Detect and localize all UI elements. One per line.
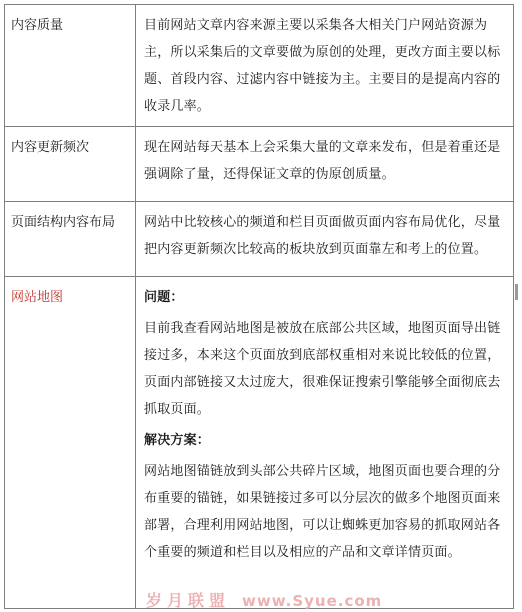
row-content: 现在网站每天基本上会采集大量的文章来发布，但是着重还是强调除了量，还得保证文章的伪原创质量。 <box>136 127 514 202</box>
row-label: 内容更新频次 <box>5 127 136 202</box>
row-label-sitemap: 网站地图 <box>5 277 136 609</box>
page-edge-marker <box>515 284 518 300</box>
sitemap-content <box>136 277 514 609</box>
table-row <box>5 277 514 609</box>
watermark-text: 岁月联盟 <box>146 591 231 610</box>
solution-text: 网站地图锚链放到头部公共碎片区域，地图页面也要合理的分布重要的锚链，如果链接过多可以分层次的做多个地图页面来部署，合理利用网站地图，可以让蜘蛛更加容易的抓取网站各个重要的频道和栏目以及相应的产品和文章详情页面。 <box>144 464 501 560</box>
solution-heading: 解决方案： <box>144 433 211 448</box>
problem-heading: 问题： <box>144 290 184 305</box>
problem-text: 目前我查看网站地图是被放在底部公共区域，地图页面导出链接过多，本来这个页面放到底部权重相对来说比较低的位置，页面内部链接又太过庞大，很难保证搜索引擎能够全面彻底去抓取页面。 <box>144 321 501 417</box>
row-label: 内容质量 <box>5 5 136 127</box>
table-row <box>5 202 514 277</box>
seo-analysis-table <box>4 4 514 609</box>
row-content: 网站中比较核心的频道和栏目页面做页面内容布局优化，尽量把内容更新频次比较高的板块放到页面靠左和考上的位置。 <box>136 202 514 277</box>
table-row <box>5 5 514 127</box>
table-row <box>5 127 514 202</box>
row-label: 页面结构内容布局 <box>5 202 136 277</box>
watermark-url: www.Syue.com <box>242 592 383 610</box>
row-content: 目前网站文章内容来源主要以采集各大相关门户网站资源为主，所以采集后的文章要做为原创的处理，更改方面主要以标题、首段内容、过滤内容中链接为主。主要目的是提高内容的收录几率。 <box>136 5 514 127</box>
watermark <box>146 590 522 612</box>
